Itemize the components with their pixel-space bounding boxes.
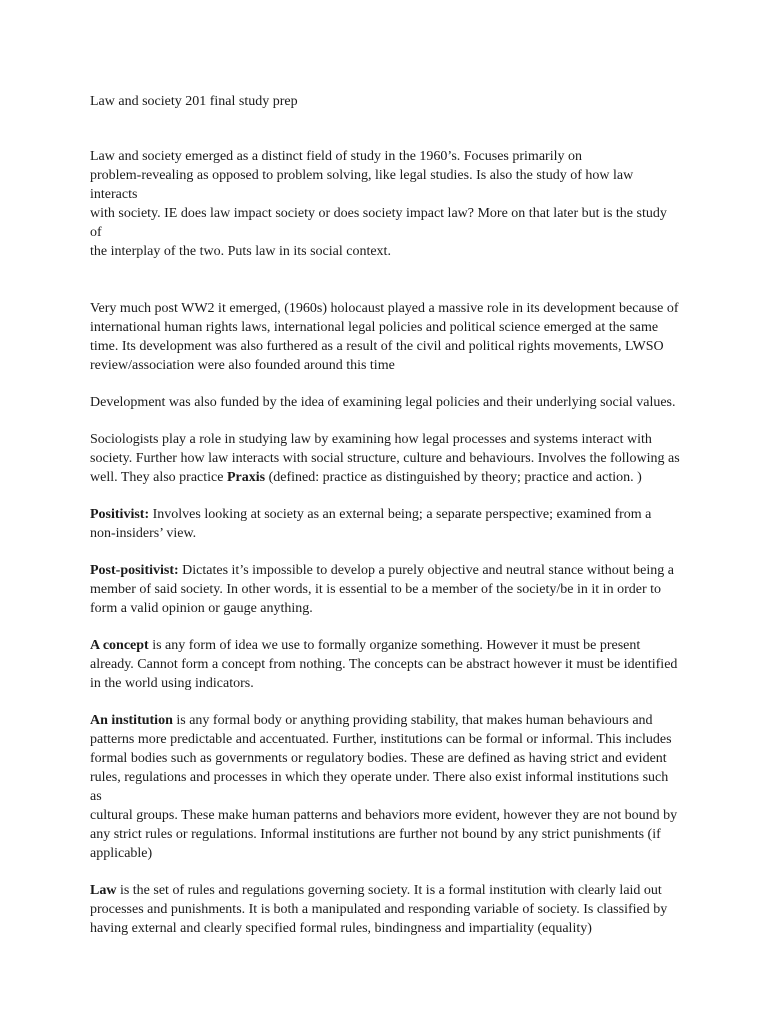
text-line: [90, 505, 680, 524]
term-praxis: Praxis: [226, 470, 266, 485]
text-line: rules, regulations and processes in which they operate under. There also exist informal institutions such as: [90, 770, 669, 804]
text-run: well. They also practice: [90, 470, 227, 485]
text-line: already. Cannot form a concept from nothing. The concepts can be abstract however it must be identified: [90, 657, 678, 672]
text-line: problem-revealing as opposed to problem solving, like legal studies. Is also the study of how law interacts: [90, 168, 634, 202]
text-run: is the set of rules and regulations governing society. It is a formal institution with clearly laid out: [116, 883, 662, 898]
paragraph-post-ww2: [90, 299, 680, 375]
text-line: Very much post WW2 it emerged, (1960s) holocaust played a massive role in its development because of: [90, 301, 679, 316]
text-line: non-insiders’ view.: [90, 526, 197, 541]
text-line: review/association were also founded around this time: [90, 358, 395, 373]
paragraph-law: [90, 881, 680, 938]
text-line: formal bodies such as governments or regulatory bodies. These are defined as having strict and evident: [90, 751, 667, 766]
text-run: is any formal body or anything providing stability, that makes human behaviours and: [172, 713, 653, 728]
paragraph-post-positivist: [90, 561, 680, 618]
text-line: [90, 561, 680, 580]
text-run: Dictates it’s impossible to develop a purely objective and neutral stance without being a: [178, 563, 674, 578]
text-line: society. Further how law interacts with social structure, culture and behaviours. Involves the following as: [90, 451, 680, 466]
text-run: Involves looking at society as an external being; a separate perspective; examined from a: [149, 507, 652, 522]
paragraph-institution: [90, 711, 680, 863]
text-line: time. Its development was also furthered as a result of the civil and political rights movements, LWSO: [90, 339, 664, 354]
text-run: is any form of idea we use to formally organize something. However it must be present: [148, 638, 641, 653]
text-line: form a valid opinion or gauge anything.: [90, 601, 313, 616]
text-line: processes and punishments. It is both a manipulated and responding variable of society. Is classified by: [90, 902, 668, 917]
paragraph-sociologists: [90, 430, 680, 487]
text-line: the interplay of the two. Puts law in its social context.: [90, 244, 391, 259]
text-line: any strict rules or regulations. Informal institutions are further not bound by any strict punishments (if: [90, 827, 661, 842]
paragraph-origins: [90, 147, 680, 261]
paragraph-positivist: [90, 505, 680, 543]
text-line: member of said society. In other words, it is essential to be a member of the society/be in it in order to: [90, 582, 661, 597]
text-line: cultural groups. These make human patterns and behaviors more evident, however they are not bound by: [90, 808, 678, 823]
text-line: with society. IE does law impact society or does society impact law? More on that later but is the study of: [90, 206, 667, 240]
text-line: having external and clearly specified formal rules, bindingness and impartiality (equality): [90, 921, 592, 936]
term-institution: An institution: [90, 713, 173, 728]
term-post-positivist: Post-positivist:: [90, 563, 179, 578]
document-title: Law and society 201 final study prep: [90, 94, 298, 109]
text-line: Law and society emerged as a distinct field of study in the 1960’s. Focuses primarily on: [90, 149, 582, 164]
term-positivist: Positivist:: [90, 507, 150, 522]
paragraph-concept: [90, 636, 680, 693]
document-page: [90, 92, 680, 956]
text-line: [90, 711, 680, 730]
text-line: [90, 468, 680, 487]
text-line: Development was also funded by the idea of examining legal policies and their underlying social values.: [90, 395, 676, 410]
text-line: applicable): [90, 846, 153, 861]
text-line: [90, 881, 680, 900]
term-concept: A concept: [90, 638, 149, 653]
text-line: international human rights laws, international legal policies and political science emerged at the same: [90, 320, 659, 335]
text-line: patterns more predictable and accentuated. Further, institutions can be formal or informal. This includes: [90, 732, 672, 747]
paragraph-development: [90, 393, 680, 412]
text-line: [90, 636, 680, 655]
term-law: Law: [90, 883, 117, 898]
text-run: (defined: practice as distinguished by theory; practice and action. ): [265, 470, 642, 485]
text-line: Sociologists play a role in studying law by examining how legal processes and systems interact with: [90, 432, 652, 447]
text-line: in the world using indicators.: [90, 676, 254, 691]
